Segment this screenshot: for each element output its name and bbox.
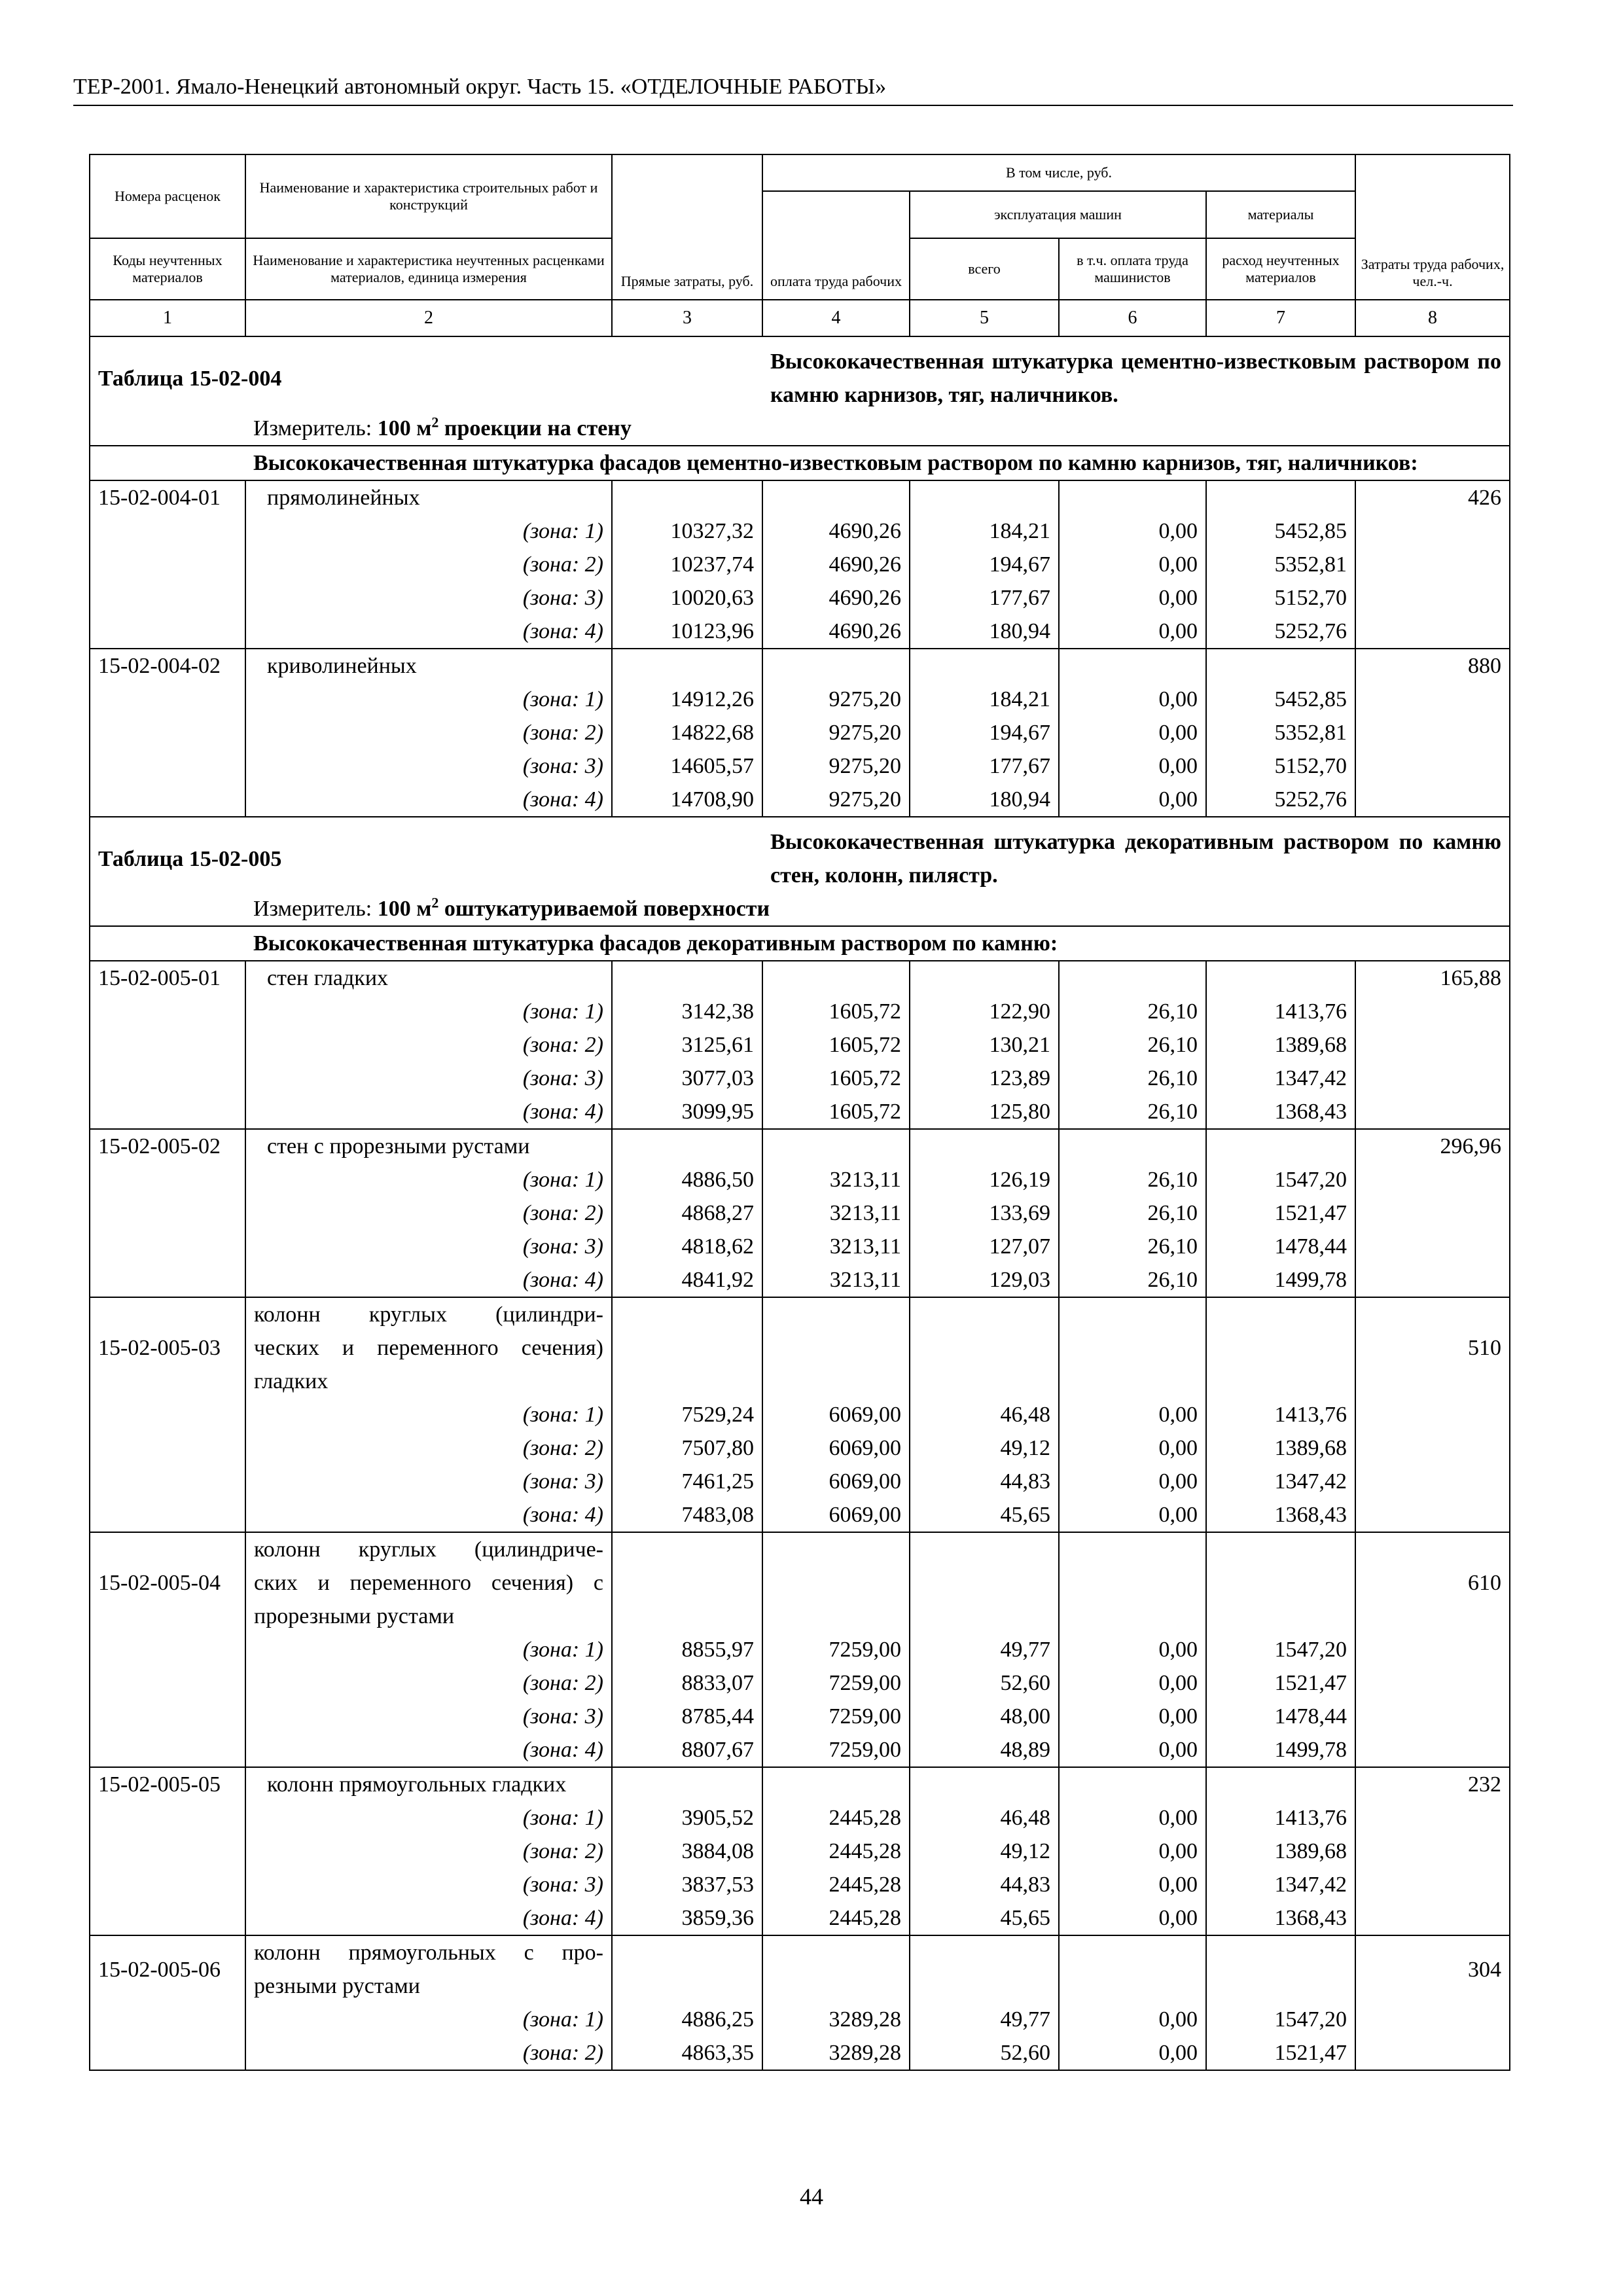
zone-row	[90, 1733, 1510, 1767]
machines-total: 48,89	[910, 1733, 1059, 1767]
materials: 1547,20	[1206, 2003, 1355, 2036]
machines-total: 49,12	[910, 1431, 1059, 1465]
page-header: ТЕР-2001. Ямало-Ненецкий автономный округ. Часть 15. «ОТДЕЛОЧНЫЕ РАБОТЫ»	[73, 73, 1513, 106]
header-machines-total: всего	[910, 238, 1059, 300]
wages: 9275,20	[762, 783, 910, 817]
rate-name-line: резными рустами	[254, 1974, 420, 1998]
materials: 5152,70	[1206, 581, 1355, 615]
zone-row	[90, 1062, 1510, 1095]
machinist-wages: 0,00	[1059, 1398, 1206, 1431]
materials: 5352,81	[1206, 548, 1355, 581]
direct-costs: 3099,95	[612, 1095, 762, 1129]
section-title: Высококачественная штукатурка фасадов цементно-известковым раствором по камню карнизов, тяг, наличников:	[245, 446, 1510, 480]
machinist-wages: 0,00	[1059, 1835, 1206, 1868]
direct-costs: 3142,38	[612, 995, 762, 1028]
direct-costs: 4868,27	[612, 1196, 762, 1230]
wages: 4690,26	[762, 548, 910, 581]
machines-total: 184,21	[910, 514, 1059, 548]
wages: 7259,00	[762, 1733, 910, 1767]
direct-costs: 14912,26	[612, 683, 762, 716]
zone-label: (зона: 2)	[245, 1835, 612, 1868]
machinist-wages: 26,10	[1059, 1230, 1206, 1263]
materials: 1347,42	[1206, 1465, 1355, 1498]
zone-label: (зона: 1)	[245, 1398, 612, 1431]
table-row	[90, 1532, 1510, 1633]
machinist-wages: 26,10	[1059, 1263, 1206, 1297]
wages: 1605,72	[762, 995, 910, 1028]
table-body	[90, 336, 1510, 2070]
column-number: 7	[1206, 300, 1355, 336]
machinist-wages: 0,00	[1059, 1633, 1206, 1666]
superscript-two: 2	[431, 894, 439, 911]
machines-total: 44,83	[910, 1868, 1059, 1901]
zone-label: (зона: 2)	[245, 548, 612, 581]
machines-total: 49,77	[910, 2003, 1059, 2036]
wages: 4690,26	[762, 615, 910, 649]
machinist-wages: 26,10	[1059, 1028, 1206, 1062]
direct-costs: 4886,50	[612, 1163, 762, 1196]
labor-cost: 232	[1355, 1767, 1510, 1801]
rate-code: 15-02-005-05	[90, 1767, 245, 1801]
zone-row	[90, 1196, 1510, 1230]
machinist-wages: 0,00	[1059, 1465, 1206, 1498]
direct-costs: 4863,35	[612, 2036, 762, 2070]
header-direct-costs: Прямые затраты, руб.	[612, 154, 762, 300]
direct-costs: 14605,57	[612, 749, 762, 783]
zone-label: (зона: 1)	[245, 2003, 612, 2036]
zone-label: (зона: 1)	[245, 514, 612, 548]
materials: 5452,85	[1206, 683, 1355, 716]
direct-costs: 8785,44	[612, 1700, 762, 1733]
zone-row	[90, 2036, 1510, 2070]
machinist-wages: 0,00	[1059, 749, 1206, 783]
table-header	[90, 154, 1510, 336]
machines-total: 184,21	[910, 683, 1059, 716]
zone-label: (зона: 3)	[245, 1465, 612, 1498]
column-number: 1	[90, 300, 245, 336]
machines-total: 130,21	[910, 1028, 1059, 1062]
materials: 1499,78	[1206, 1263, 1355, 1297]
header-unaccounted-materials: расход неучтенных материалов	[1206, 238, 1355, 300]
zone-row	[90, 1163, 1510, 1196]
zone-row	[90, 1901, 1510, 1935]
wages: 3289,28	[762, 2003, 910, 2036]
zone-row	[90, 995, 1510, 1028]
machinist-wages: 26,10	[1059, 1196, 1206, 1230]
rate-name: стен с прорезными рустами	[245, 1129, 612, 1163]
machinist-wages: 0,00	[1059, 1431, 1206, 1465]
meter-value: 100 $м^2$ проекции на стену	[377, 414, 632, 440]
direct-costs: 10327,32	[612, 514, 762, 548]
direct-costs: 3837,53	[612, 1868, 762, 1901]
column-number: 8	[1355, 300, 1510, 336]
direct-costs: 7483,08	[612, 1498, 762, 1532]
rate-name-line: колонн круглых (цилиндри-	[254, 1302, 603, 1327]
machines-total: 177,67	[910, 749, 1059, 783]
header-labor: Затраты труда рабочих, чел.-ч.	[1355, 154, 1510, 300]
zone-label: (зона: 1)	[245, 1801, 612, 1835]
machines-total: 127,07	[910, 1230, 1059, 1263]
meter-value: 100 $м^2$ оштукатуриваемой поверхности	[377, 894, 770, 921]
zone-label: (зона: 2)	[245, 1196, 612, 1230]
materials: 1368,43	[1206, 1498, 1355, 1532]
zone-row	[90, 1801, 1510, 1835]
materials: 1499,78	[1206, 1733, 1355, 1767]
zone-label: (зона: 4)	[245, 1095, 612, 1129]
zone-label: (зона: 2)	[245, 716, 612, 749]
machinist-wages: 26,10	[1059, 1163, 1206, 1196]
zone-row	[90, 581, 1510, 615]
zone-label: (зона: 4)	[245, 615, 612, 649]
machinist-wages: 0,00	[1059, 783, 1206, 817]
wages: 9275,20	[762, 716, 910, 749]
wages: 2445,28	[762, 1835, 910, 1868]
header-including: В том числе, руб.	[762, 154, 1355, 191]
zone-row	[90, 683, 1510, 716]
direct-costs: 4841,92	[612, 1263, 762, 1297]
column-number: 5	[910, 300, 1059, 336]
materials: 1521,47	[1206, 1666, 1355, 1700]
table-row	[90, 1297, 1510, 1398]
direct-costs: 14708,90	[612, 783, 762, 817]
machines-total: 180,94	[910, 783, 1059, 817]
direct-costs: 3859,36	[612, 1901, 762, 1935]
machines-total: 45,65	[910, 1901, 1059, 1935]
header-work-name: Наименование и характеристика строительных работ и конструкций	[245, 154, 612, 238]
wages: 6069,00	[762, 1398, 910, 1431]
direct-costs: 7529,24	[612, 1398, 762, 1431]
rate-name	[245, 1532, 612, 1633]
materials: 1521,47	[1206, 1196, 1355, 1230]
zone-row	[90, 1398, 1510, 1431]
meter-label: Измеритель:	[253, 897, 372, 921]
machinist-wages: 0,00	[1059, 716, 1206, 749]
zone-row	[90, 1666, 1510, 1700]
zone-label: (зона: 4)	[245, 1901, 612, 1935]
wages: 6069,00	[762, 1431, 910, 1465]
machinist-wages: 0,00	[1059, 1700, 1206, 1733]
wages: 7259,00	[762, 1633, 910, 1666]
machines-total: 133,69	[910, 1196, 1059, 1230]
machines-total: 125,80	[910, 1095, 1059, 1129]
wages: 4690,26	[762, 514, 910, 548]
wages: 3213,11	[762, 1230, 910, 1263]
meter-label: Измеритель:	[253, 416, 372, 440]
rate-name-line: ских и переменного сечения) с	[254, 1571, 603, 1595]
rate-code: 15-02-005-01	[90, 961, 245, 995]
machinist-wages: 0,00	[1059, 1733, 1206, 1767]
materials: 5252,76	[1206, 783, 1355, 817]
machines-total: 123,89	[910, 1062, 1059, 1095]
direct-costs: 3884,08	[612, 1835, 762, 1868]
table-number: Таблица 15-02-004	[90, 336, 762, 412]
machines-total: 45,65	[910, 1498, 1059, 1532]
direct-costs: 8833,07	[612, 1666, 762, 1700]
zone-row	[90, 2003, 1510, 2036]
wages: 9275,20	[762, 683, 910, 716]
rate-name-line: прорезными рустами	[254, 1604, 455, 1628]
materials: 5152,70	[1206, 749, 1355, 783]
header-wages: оплата труда рабочих	[762, 191, 910, 300]
materials: 1547,20	[1206, 1163, 1355, 1196]
machines-total: 177,67	[910, 581, 1059, 615]
materials: 1368,43	[1206, 1901, 1355, 1935]
zone-row	[90, 1028, 1510, 1062]
zone-row	[90, 783, 1510, 817]
rate-name-line: колонн прямоугольных с про-	[254, 1941, 603, 1965]
header-machinist-wages: в т.ч. оплата труда машинистов	[1059, 238, 1206, 300]
machinist-wages: 0,00	[1059, 1868, 1206, 1901]
zone-row	[90, 716, 1510, 749]
zone-label: (зона: 4)	[245, 1498, 612, 1532]
table-row	[90, 649, 1510, 683]
machinist-wages: 0,00	[1059, 581, 1206, 615]
rates-table	[89, 154, 1510, 2071]
table-row	[90, 480, 1510, 514]
wages: 1605,72	[762, 1028, 910, 1062]
zone-label: (зона: 2)	[245, 2036, 612, 2070]
zone-row	[90, 1633, 1510, 1666]
wages: 7259,00	[762, 1666, 910, 1700]
table-title: Высококачественная штукатурка цементно-известковым раствором по камню карнизов, тяг, наличников.	[762, 336, 1510, 412]
rate-code: 15-02-004-02	[90, 649, 245, 683]
machinist-wages: 0,00	[1059, 1666, 1206, 1700]
column-number: 6	[1059, 300, 1206, 336]
machinist-wages: 0,00	[1059, 1901, 1206, 1935]
wages: 1605,72	[762, 1062, 910, 1095]
wages: 2445,28	[762, 1868, 910, 1901]
table-row	[90, 961, 1510, 995]
header-materials: материалы	[1206, 191, 1355, 238]
machines-total: 44,83	[910, 1465, 1059, 1498]
direct-costs: 4886,25	[612, 2003, 762, 2036]
machinist-wages: 0,00	[1059, 2003, 1206, 2036]
zone-row	[90, 1095, 1510, 1129]
wages: 6069,00	[762, 1465, 910, 1498]
wages: 3213,11	[762, 1163, 910, 1196]
direct-costs: 3125,61	[612, 1028, 762, 1062]
machinist-wages: 26,10	[1059, 1095, 1206, 1129]
zone-label: (зона: 3)	[245, 1062, 612, 1095]
zone-row	[90, 749, 1510, 783]
zone-label: (зона: 2)	[245, 1431, 612, 1465]
rate-name-line: гладких	[254, 1369, 329, 1393]
machines-total: 122,90	[910, 995, 1059, 1028]
zone-label: (зона: 1)	[245, 1163, 612, 1196]
zone-label: (зона: 1)	[245, 683, 612, 716]
zone-row	[90, 1465, 1510, 1498]
machinist-wages: 0,00	[1059, 615, 1206, 649]
header-machines: эксплуатация машин	[910, 191, 1206, 238]
rate-name-line: ческих и переменного сечения)	[254, 1336, 603, 1360]
direct-costs: 10020,63	[612, 581, 762, 615]
rate-name: колонн прямоугольных гладких	[245, 1767, 612, 1801]
rate-code: 15-02-005-03	[90, 1297, 245, 1398]
zone-label: (зона: 2)	[245, 1666, 612, 1700]
header-price-number: Номера расценок	[90, 154, 245, 238]
direct-costs: 4818,62	[612, 1230, 762, 1263]
materials: 1413,76	[1206, 1398, 1355, 1431]
zone-label: (зона: 1)	[245, 995, 612, 1028]
zone-label: (зона: 3)	[245, 749, 612, 783]
materials: 1413,76	[1206, 1801, 1355, 1835]
labor-cost: 304	[1355, 1935, 1510, 2003]
rate-code: 15-02-005-02	[90, 1129, 245, 1163]
machinist-wages: 0,00	[1059, 2036, 1206, 2070]
labor-cost: 426	[1355, 480, 1510, 514]
machinist-wages: 0,00	[1059, 548, 1206, 581]
wages: 3213,11	[762, 1263, 910, 1297]
direct-costs: 3905,52	[612, 1801, 762, 1835]
materials: 1389,68	[1206, 1431, 1355, 1465]
zone-label: (зона: 3)	[245, 1868, 612, 1901]
wages: 4690,26	[762, 581, 910, 615]
direct-costs: 10237,74	[612, 548, 762, 581]
materials: 1389,68	[1206, 1835, 1355, 1868]
zone-row	[90, 1230, 1510, 1263]
zone-row	[90, 514, 1510, 548]
machinist-wages: 26,10	[1059, 995, 1206, 1028]
rate-code: 15-02-004-01	[90, 480, 245, 514]
wages: 3213,11	[762, 1196, 910, 1230]
header-material-codes: Коды неучтенных материалов	[90, 238, 245, 300]
table-row	[90, 1129, 1510, 1163]
machines-total: 52,60	[910, 1666, 1059, 1700]
wages: 2445,28	[762, 1801, 910, 1835]
zone-row	[90, 1498, 1510, 1532]
rate-code: 15-02-005-04	[90, 1532, 245, 1633]
machines-total: 180,94	[910, 615, 1059, 649]
wages: 1605,72	[762, 1095, 910, 1129]
zone-row	[90, 1263, 1510, 1297]
table-title: Высококачественная штукатурка декоративным раствором по камню стен, колонн, пилястр.	[762, 817, 1510, 892]
materials: 1521,47	[1206, 2036, 1355, 2070]
zone-label: (зона: 4)	[245, 1733, 612, 1767]
wages: 7259,00	[762, 1700, 910, 1733]
materials: 1389,68	[1206, 1028, 1355, 1062]
rate-name: стен гладких	[245, 961, 612, 995]
wages: 2445,28	[762, 1901, 910, 1935]
table-row	[90, 1767, 1510, 1801]
machines-total: 46,48	[910, 1398, 1059, 1431]
column-numbers	[90, 300, 1510, 336]
zone-row	[90, 1835, 1510, 1868]
table-meter	[245, 892, 1510, 926]
direct-costs: 7461,25	[612, 1465, 762, 1498]
wages: 9275,20	[762, 749, 910, 783]
zone-row	[90, 548, 1510, 581]
materials: 5352,81	[1206, 716, 1355, 749]
labor-cost: 880	[1355, 649, 1510, 683]
table-row	[90, 1935, 1510, 2003]
machines-total: 126,19	[910, 1163, 1059, 1196]
materials: 5452,85	[1206, 514, 1355, 548]
machines-total: 49,12	[910, 1835, 1059, 1868]
materials: 1547,20	[1206, 1633, 1355, 1666]
zone-row	[90, 1700, 1510, 1733]
machinist-wages: 0,00	[1059, 1801, 1206, 1835]
materials: 5252,76	[1206, 615, 1355, 649]
materials: 1478,44	[1206, 1700, 1355, 1733]
machinist-wages: 26,10	[1059, 1062, 1206, 1095]
table-number: Таблица 15-02-005	[90, 817, 762, 892]
wages: 6069,00	[762, 1498, 910, 1532]
machines-total: 129,03	[910, 1263, 1059, 1297]
labor-cost: 510	[1355, 1297, 1510, 1398]
header-material-name: Наименование и характеристика неучтенных расценками материалов, единица измерения	[245, 238, 612, 300]
superscript-two: 2	[431, 414, 439, 431]
labor-cost: 296,96	[1355, 1129, 1510, 1163]
direct-costs: 14822,68	[612, 716, 762, 749]
machines-total: 48,00	[910, 1700, 1059, 1733]
section-title: Высококачественная штукатурка фасадов декоративным раствором по камню:	[245, 926, 1510, 961]
machines-total: 52,60	[910, 2036, 1059, 2070]
direct-costs: 8807,67	[612, 1733, 762, 1767]
rate-name: прямолинейных	[245, 480, 612, 514]
column-number: 4	[762, 300, 910, 336]
direct-costs: 10123,96	[612, 615, 762, 649]
machinist-wages: 0,00	[1059, 514, 1206, 548]
rate-code: 15-02-005-06	[90, 1935, 245, 2003]
materials: 1478,44	[1206, 1230, 1355, 1263]
column-number: 3	[612, 300, 762, 336]
machines-total: 194,67	[910, 716, 1059, 749]
materials: 1347,42	[1206, 1868, 1355, 1901]
zone-row	[90, 1431, 1510, 1465]
table-meter	[245, 412, 1510, 446]
materials: 1347,42	[1206, 1062, 1355, 1095]
machines-total: 49,77	[910, 1633, 1059, 1666]
machines-total: 194,67	[910, 548, 1059, 581]
materials: 1368,43	[1206, 1095, 1355, 1129]
rate-name: криволинейных	[245, 649, 612, 683]
zone-label: (зона: 2)	[245, 1028, 612, 1062]
zone-label: (зона: 1)	[245, 1633, 612, 1666]
column-number: 2	[245, 300, 612, 336]
direct-costs: 7507,80	[612, 1431, 762, 1465]
materials: 1413,76	[1206, 995, 1355, 1028]
zone-row	[90, 615, 1510, 649]
zone-label: (зона: 4)	[245, 1263, 612, 1297]
labor-cost: 165,88	[1355, 961, 1510, 995]
zone-label: (зона: 3)	[245, 1700, 612, 1733]
zone-row	[90, 1868, 1510, 1901]
rate-name	[245, 1935, 612, 2003]
machinist-wages: 0,00	[1059, 1498, 1206, 1532]
wages: 3289,28	[762, 2036, 910, 2070]
zone-label: (зона: 3)	[245, 581, 612, 615]
zone-label: (зона: 4)	[245, 783, 612, 817]
rate-name	[245, 1297, 612, 1398]
direct-costs: 8855,97	[612, 1633, 762, 1666]
machines-total: 46,48	[910, 1801, 1059, 1835]
zone-label: (зона: 3)	[245, 1230, 612, 1263]
direct-costs: 3077,03	[612, 1062, 762, 1095]
machinist-wages: 0,00	[1059, 683, 1206, 716]
labor-cost: 610	[1355, 1532, 1510, 1633]
page-number: 44	[800, 2183, 823, 2210]
rate-name-line: колонн круглых (цилиндриче-	[254, 1537, 603, 1562]
